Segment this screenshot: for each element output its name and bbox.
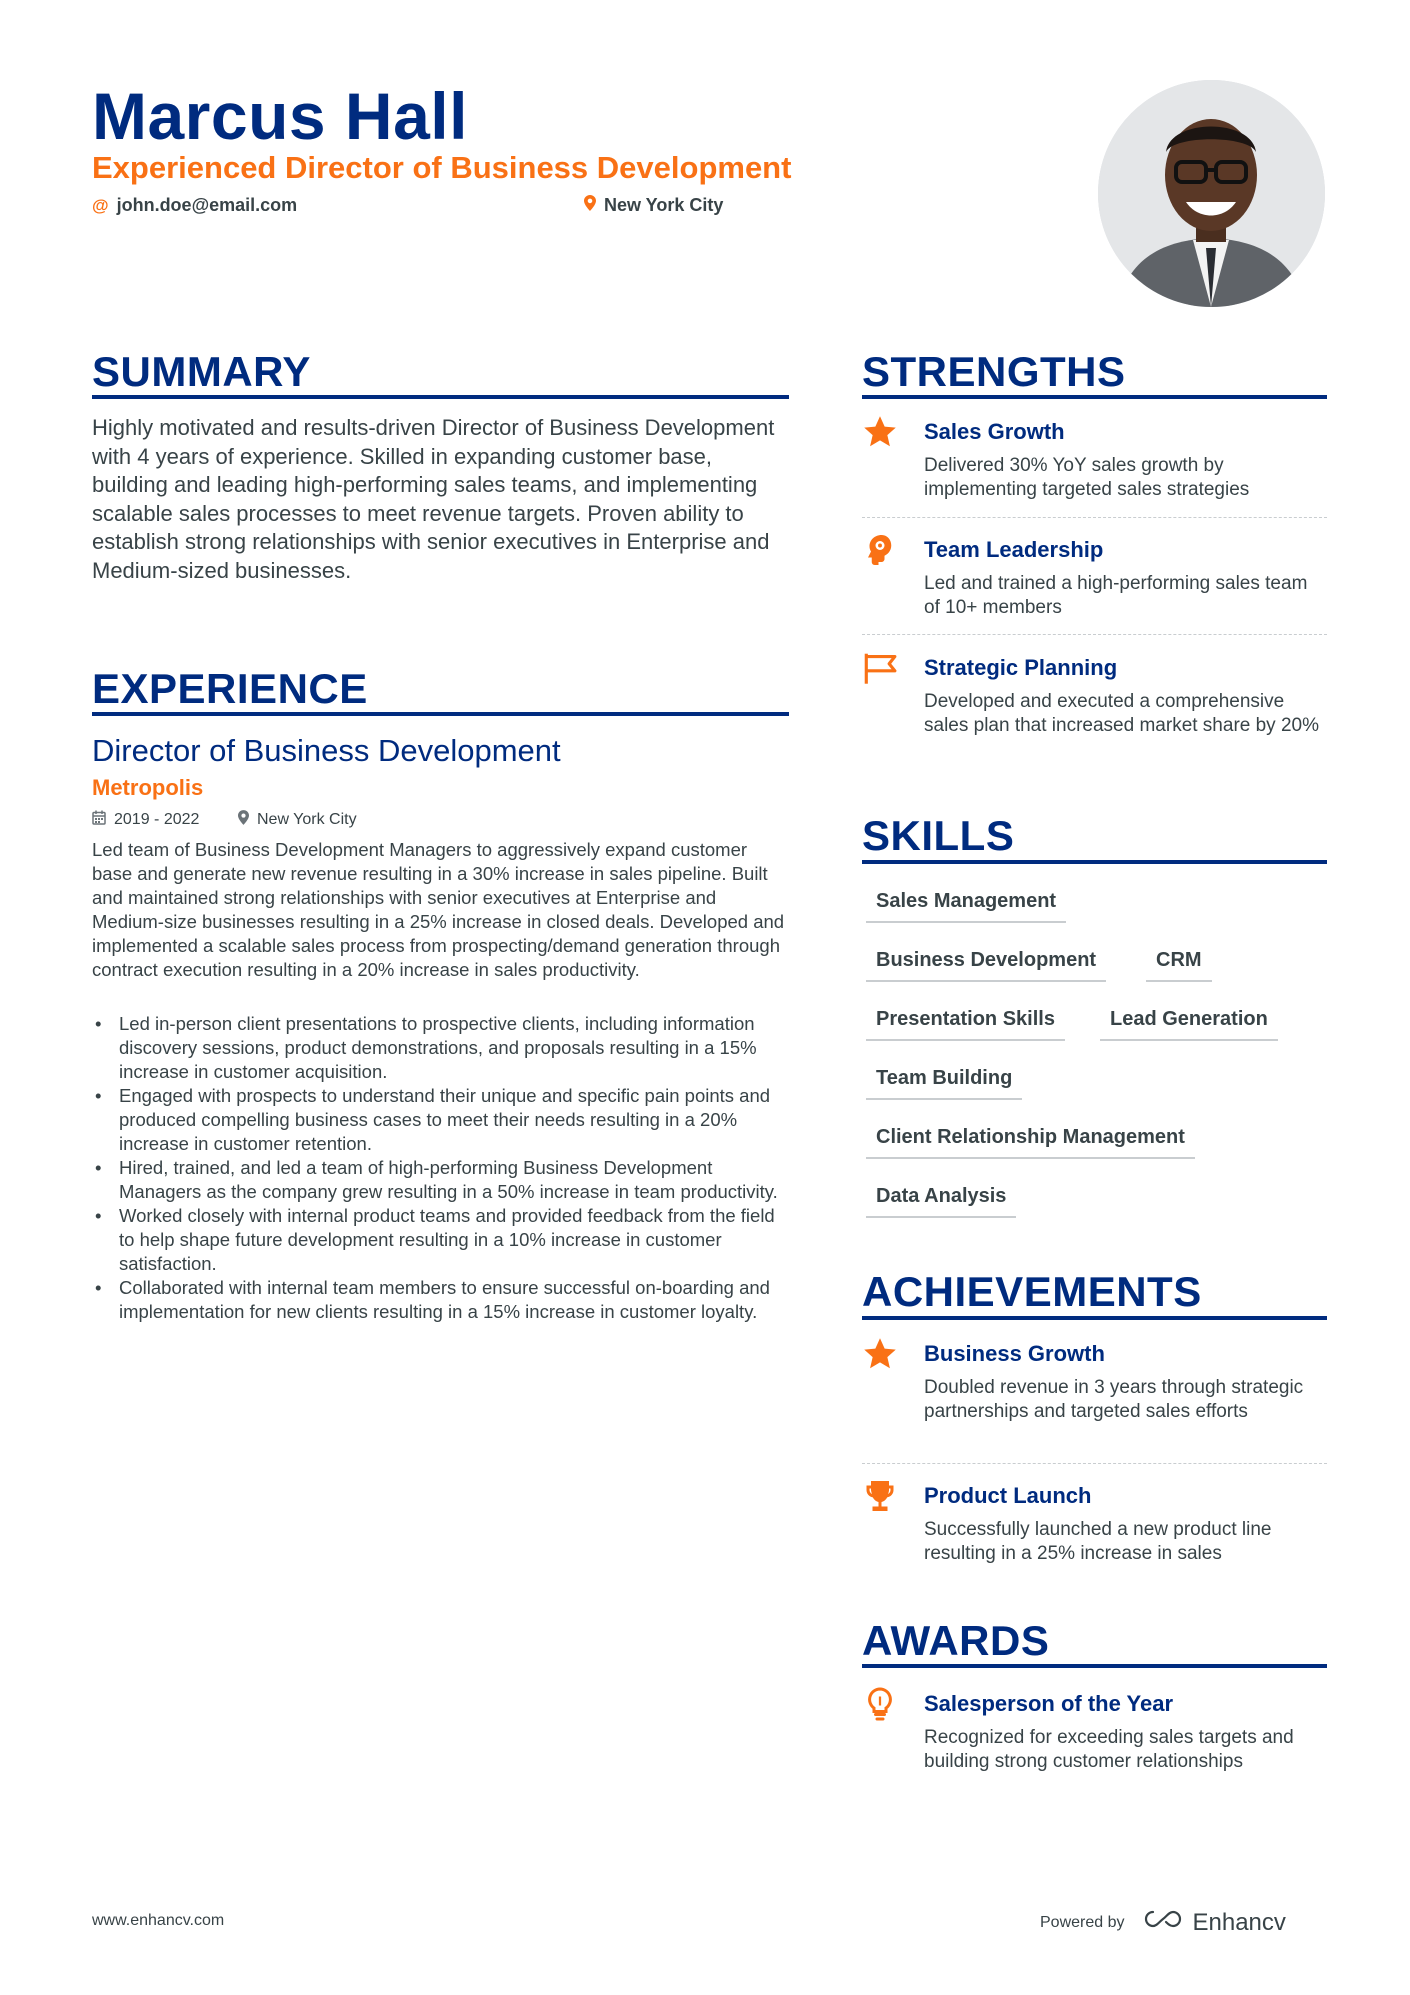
strength-desc: Developed and executed a comprehensive sales plan that increased market share by 20% bbox=[924, 691, 1319, 736]
list-item: • Collaborated with internal team members to ensure successful on-boarding and implementation for new clients resulting in a 15% increase in customer loyalty. bbox=[92, 1276, 792, 1324]
list-item: • Worked closely with internal product teams and provided feedback from the field to help shape future development resulting in a 10% increase in customer satisfaction. bbox=[92, 1204, 792, 1276]
job-location bbox=[238, 810, 357, 829]
award-desc: Recognized for exceeding sales targets and building strong customer relationships bbox=[924, 1727, 1294, 1772]
strength-title: Team Leadership bbox=[924, 537, 1104, 562]
achievement-desc: Doubled revenue in 3 years through strategic partnerships and targeted sales efforts bbox=[924, 1377, 1304, 1422]
email-text: john.doe@email.com bbox=[116, 195, 298, 215]
footer-website[interactable]: www.enhancv.com bbox=[92, 1912, 225, 1929]
awards-heading: AWARDS bbox=[862, 1617, 1050, 1664]
award-title: Salesperson of the Year bbox=[924, 1691, 1174, 1716]
achievement-title: Product Launch bbox=[924, 1483, 1092, 1508]
summary-text: Highly motivated and results-driven Director of Business Development with 4 years of experience. Skilled in expanding customer base, building and leading high-performing sales teams, and implementing scalable sales processes to meet revenue targets. Proven ability to establish strong relationships with senior executives in Enterprise and Medium-sized businesses. bbox=[92, 415, 775, 583]
list-item: • Hired, trained, and led a team of high-performing Business Development Managers as the company grew resulting in a 50% increase in team productivity. bbox=[92, 1156, 792, 1204]
strength-desc: Delivered 30% YoY sales growth by implementing targeted sales strategies bbox=[924, 455, 1250, 500]
skill-tag: Data Analysis bbox=[866, 1185, 1016, 1218]
strength-title: Sales Growth bbox=[924, 419, 1065, 444]
candidate-role: Experienced Director of Business Development bbox=[92, 150, 792, 185]
calendar-icon bbox=[92, 810, 106, 829]
strength-item bbox=[862, 532, 1327, 622]
location-pin-icon bbox=[238, 810, 249, 829]
location-pin-icon bbox=[584, 195, 596, 216]
strength-item bbox=[862, 650, 1327, 760]
job-title: Director of Business Development bbox=[92, 733, 561, 768]
brand-name: Enhancv bbox=[1192, 1908, 1286, 1936]
experience-heading: EXPERIENCE bbox=[92, 665, 368, 712]
experience-rule bbox=[92, 712, 789, 716]
brand-logo[interactable] bbox=[1141, 1908, 1286, 1937]
achievements-heading: ACHIEVEMENTS bbox=[862, 1268, 1202, 1315]
footer-powered bbox=[1040, 1908, 1286, 1937]
job-dates bbox=[92, 810, 199, 829]
enhancv-logo-icon bbox=[1141, 1908, 1185, 1937]
divider bbox=[862, 517, 1327, 518]
job-description: Led team of Business Development Managers to aggressively expand customer base and generate new revenue resulting in a 30% increase in sales pipeline. Built and maintained strong relationships with senior executives at Enterprise and Medium-size businesses resulting in a 25% increase in closed deals. Developed and implemented a scalable sales process from prospecting/demand generation through contract execution resulting in a 20% increase in sales productivity. bbox=[92, 839, 785, 980]
skills-heading: SKILLS bbox=[862, 812, 1015, 859]
awards-rule bbox=[862, 1664, 1327, 1668]
location-text: New York City bbox=[604, 195, 724, 215]
achievement-item bbox=[862, 1336, 1327, 1446]
flag-icon bbox=[862, 650, 902, 690]
divider bbox=[862, 634, 1327, 635]
strength-item bbox=[862, 414, 1327, 504]
summary-rule bbox=[92, 395, 789, 399]
job-location-text: New York City bbox=[257, 810, 357, 828]
skill-tag: Lead Generation bbox=[1100, 1008, 1278, 1041]
skills-rule bbox=[862, 860, 1327, 864]
location-contact bbox=[584, 195, 723, 216]
head-icon bbox=[862, 532, 902, 572]
skill-tag: Sales Management bbox=[866, 890, 1066, 923]
job-bullets bbox=[92, 1012, 792, 1324]
achievements-rule bbox=[862, 1316, 1327, 1320]
skill-tag: Client Relationship Management bbox=[866, 1126, 1195, 1159]
list-item: • Led in-person client presentations to prospective clients, including information discovery sessions, product demonstrations, and proposals resulting in a 15% increase in customer acquisition. bbox=[92, 1012, 792, 1084]
skill-tag: CRM bbox=[1146, 949, 1212, 982]
strength-desc: Led and trained a high-performing sales team of 10+ members bbox=[924, 573, 1308, 618]
candidate-name: Marcus Hall bbox=[92, 79, 468, 153]
powered-by-label: Powered by bbox=[1040, 1913, 1125, 1931]
skill-tag: Business Development bbox=[866, 949, 1106, 982]
skill-tag: Presentation Skills bbox=[866, 1008, 1065, 1041]
summary-heading: SUMMARY bbox=[92, 348, 311, 395]
star-icon bbox=[862, 1336, 902, 1376]
strengths-heading: STRENGTHS bbox=[862, 348, 1126, 395]
star-icon bbox=[862, 414, 902, 454]
divider bbox=[862, 1463, 1327, 1464]
strengths-rule bbox=[862, 395, 1327, 399]
strength-title: Strategic Planning bbox=[924, 655, 1118, 680]
company-name: Metropolis bbox=[92, 775, 204, 800]
award-item bbox=[862, 1686, 1327, 1776]
skill-tag: Team Building bbox=[866, 1067, 1022, 1100]
profile-photo bbox=[1098, 80, 1325, 307]
email-contact[interactable] bbox=[92, 195, 297, 216]
achievement-item bbox=[862, 1478, 1327, 1568]
achievement-title: Business Growth bbox=[924, 1341, 1105, 1366]
trophy-icon bbox=[862, 1478, 902, 1518]
job-dates-text: 2019 - 2022 bbox=[114, 810, 200, 828]
lightbulb-icon bbox=[862, 1686, 902, 1726]
list-item: • Engaged with prospects to understand their unique and specific pain points and produced compelling business cases to meet their needs resulting in a 20% increase in customer retention. bbox=[92, 1084, 792, 1156]
achievement-desc: Successfully launched a new product line resulting in a 25% increase in sales bbox=[924, 1519, 1272, 1564]
at-sign-icon: @ bbox=[92, 195, 109, 215]
